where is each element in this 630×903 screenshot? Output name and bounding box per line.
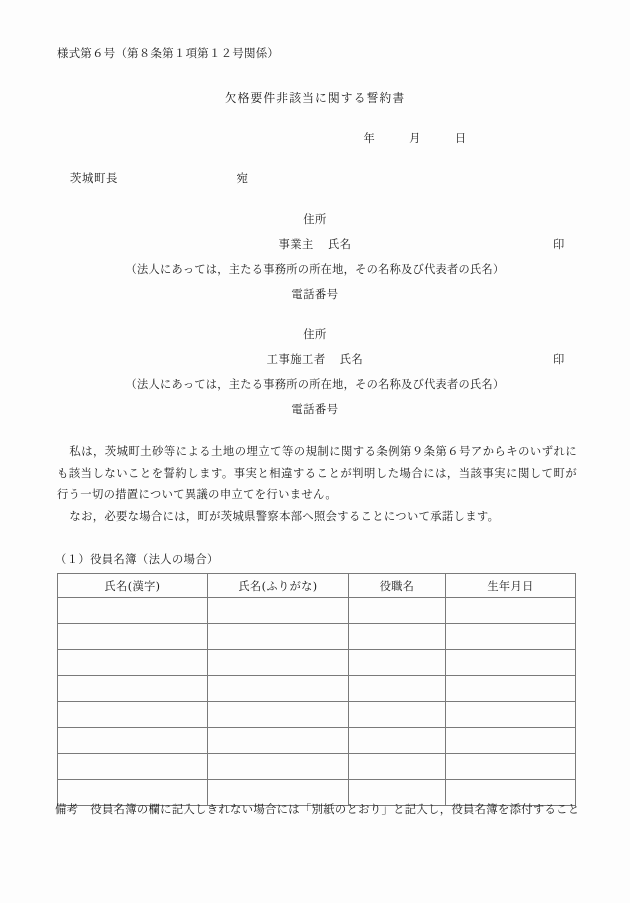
table-row[interactable] xyxy=(58,598,576,624)
date-year-label: 年 xyxy=(363,132,376,145)
table-cell-2[interactable] xyxy=(208,624,349,650)
page-title: 欠格要件非該当に関する誓約書 xyxy=(224,91,406,105)
column-header-position: 役職名 xyxy=(349,574,446,598)
sig-corporate-note-row xyxy=(0,376,630,401)
table-cell-1[interactable] xyxy=(58,754,208,780)
table-cell-4[interactable] xyxy=(446,598,576,624)
sig-phone-row xyxy=(0,286,630,311)
table-cell-2[interactable] xyxy=(208,754,349,780)
sig-address-label: 住所 xyxy=(303,328,327,341)
table-cell-1[interactable] xyxy=(58,728,208,754)
remarks-text: 役員名簿の欄に記入しきれない場合には「別紙のとおり」と記入し，役員名簿を添付すること xyxy=(90,803,580,816)
table-cell-1[interactable] xyxy=(58,650,208,676)
table-cell-1[interactable] xyxy=(58,676,208,702)
sig-name-group xyxy=(0,351,630,367)
sig-party-label: 工事施工者 xyxy=(266,353,326,366)
table-cell-4[interactable] xyxy=(446,650,576,676)
remarks-label: 備考 xyxy=(55,803,79,816)
roster-heading: （１）役員名簿（法人の場合） xyxy=(55,553,219,566)
table-cell-3[interactable] xyxy=(349,650,446,676)
signature-block-business-owner xyxy=(0,211,630,311)
table-cell-3[interactable] xyxy=(349,702,446,728)
table-cell-3[interactable] xyxy=(349,754,446,780)
table-cell-3[interactable] xyxy=(349,728,446,754)
table-cell-2[interactable] xyxy=(208,702,349,728)
table-row[interactable] xyxy=(58,650,576,676)
table-cell-3[interactable] xyxy=(349,598,446,624)
form-number: 様式第６号（第８条第１項第１２号関係） xyxy=(57,46,280,60)
table-cell-3[interactable] xyxy=(349,624,446,650)
officer-roster-table xyxy=(57,573,576,806)
column-header-name-kanji: 氏名(漢字) xyxy=(58,574,208,598)
table-cell-1[interactable] xyxy=(58,624,208,650)
sig-corporate-note: （法人にあっては，主たる事務所の所在地，その名称及び代表者の氏名） xyxy=(125,378,505,391)
sig-address-label: 住所 xyxy=(303,213,327,226)
date-day-label: 日 xyxy=(454,132,467,145)
seal-mark: 印 xyxy=(553,353,565,366)
column-header-birthdate: 生年月日 xyxy=(446,574,576,598)
signature-block-contractor xyxy=(0,326,630,426)
table-cell-2[interactable] xyxy=(208,728,349,754)
body-text xyxy=(57,441,577,527)
sig-party-label: 事業主 xyxy=(278,238,314,251)
body-paragraph-1: 私は，茨城町土砂等による土地の埋立て等の規制に関する条例第９条第６号アからキのいずれにも該当しないことを誓約します。事実と相違することが判明した場合には，当該事実に関して町が行う一切の措置について異議の申立てを行いません。 xyxy=(57,445,577,501)
addressee-honorific: 宛 xyxy=(236,171,249,185)
table-cell-1[interactable] xyxy=(58,702,208,728)
sig-corporate-note: （法人にあっては，主たる事務所の所在地，その名称及び代表者の氏名） xyxy=(125,263,505,276)
table-body xyxy=(58,598,576,806)
sig-phone-label: 電話番号 xyxy=(291,403,339,416)
sig-phone-label: 電話番号 xyxy=(291,288,339,301)
date-line xyxy=(0,133,630,144)
body-paragraph-2: なお，必要な場合には，町が茨城県警察本部へ照会することについて承諾します。 xyxy=(69,509,500,523)
sig-name-group xyxy=(0,236,630,252)
table-row[interactable] xyxy=(58,728,576,754)
table-row[interactable] xyxy=(58,754,576,780)
addressee-recipient: 茨城町長 xyxy=(70,171,118,185)
table-cell-2[interactable] xyxy=(208,650,349,676)
table-cell-4[interactable] xyxy=(446,728,576,754)
table-cell-2[interactable] xyxy=(208,676,349,702)
sig-address-row xyxy=(0,211,630,236)
remarks-note xyxy=(55,799,585,821)
date-month-label: 月 xyxy=(409,132,421,145)
sig-name-row xyxy=(0,236,630,261)
table-cell-4[interactable] xyxy=(446,702,576,728)
table-cell-2[interactable] xyxy=(208,598,349,624)
sig-name-label: 氏名 xyxy=(339,353,364,366)
table-cell-1[interactable] xyxy=(58,598,208,624)
table-row[interactable] xyxy=(58,702,576,728)
sig-name-label: 氏名 xyxy=(327,238,352,251)
table-row[interactable] xyxy=(58,624,576,650)
table-row[interactable] xyxy=(58,676,576,702)
sig-address-row xyxy=(0,326,630,351)
column-header-name-furigana: 氏名(ふりがな) xyxy=(208,574,349,598)
table-header-row xyxy=(58,574,576,598)
sig-phone-row xyxy=(0,401,630,426)
sig-corporate-note-row xyxy=(0,261,630,286)
table-cell-4[interactable] xyxy=(446,676,576,702)
table-cell-4[interactable] xyxy=(446,754,576,780)
addressee xyxy=(70,173,248,184)
table-cell-3[interactable] xyxy=(349,676,446,702)
sig-name-row xyxy=(0,351,630,376)
table-cell-4[interactable] xyxy=(446,624,576,650)
seal-mark: 印 xyxy=(553,238,565,251)
